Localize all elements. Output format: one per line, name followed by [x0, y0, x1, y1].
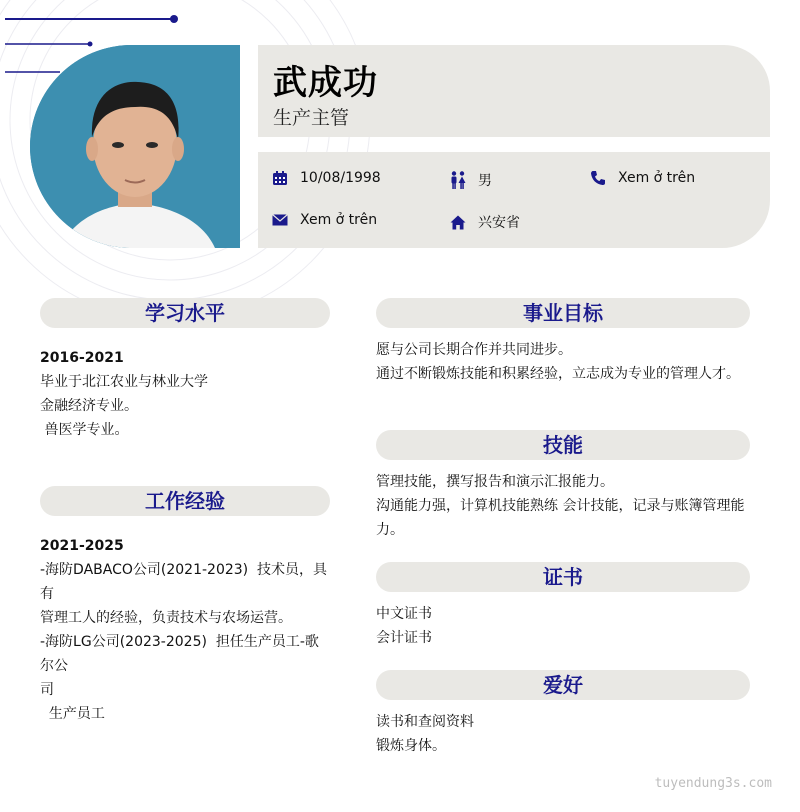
address-field: [450, 212, 520, 232]
education-section: [40, 346, 332, 442]
address-value: 兴安省: [478, 215, 520, 231]
people-icon: [450, 171, 466, 189]
text-line: 金融经济专业。: [40, 398, 138, 414]
section-title-objective: 事业目标: [376, 298, 750, 328]
text-line: 锻炼身体。: [376, 738, 446, 754]
job-title: 生产主管: [273, 107, 350, 129]
phone-icon: [590, 170, 606, 186]
section-title-experience: 工作经验: [40, 486, 330, 516]
certificates-lines: [376, 602, 756, 650]
gender-field: [450, 170, 492, 190]
phone-value: Xem ở trên: [618, 170, 696, 186]
certificates-section: [376, 602, 756, 650]
email-field: [272, 212, 377, 228]
experience-section: [40, 534, 332, 726]
gender-value: 男: [478, 173, 492, 189]
phone-field: [590, 170, 695, 186]
text-line: 沟通能力强，计算机技能熟练 会计技能，记录与账簿管理能: [376, 498, 745, 514]
section-title-hobbies: 爱好: [376, 670, 750, 700]
email-value: Xem ở trên: [300, 212, 378, 228]
text-line: 兽医学专业。: [40, 422, 129, 438]
name-card: [258, 45, 770, 137]
text-line: 管理工人的经验，负责技术与农场运营。: [40, 610, 292, 626]
experience-period: 2021-2025: [40, 538, 124, 554]
contact-card: [258, 152, 770, 248]
text-line: -海防DABACO公司(2021-2023) 技术员，具有: [40, 562, 328, 602]
text-line: 愿与公司长期合作并共同进步。: [376, 342, 572, 358]
section-title-certificates: 证书: [376, 562, 750, 592]
text-line: 司: [40, 682, 54, 698]
section-title-skills: 技能: [376, 430, 750, 460]
birthday-field: [272, 170, 381, 186]
objective-section: [376, 338, 756, 386]
text-line: 管理技能，撰写报告和演示汇报能力。: [376, 474, 614, 490]
birthday-value: 10/08/1998: [300, 170, 381, 186]
text-line: 中文证书: [376, 606, 432, 622]
calendar-icon: [272, 170, 288, 186]
text-line: 毕业于北江农业与林业大学: [40, 374, 208, 390]
experience-lines: [40, 558, 332, 726]
section-title-education: 学习水平: [40, 298, 330, 328]
text-line: 通过不断锻炼技能和积累经验，立志成为专业的管理人才。: [376, 366, 740, 382]
watermark: tuyendung3s.com: [654, 776, 772, 791]
education-period: 2016-2021: [40, 350, 124, 366]
skills-section: [376, 470, 756, 542]
text-line: 会计证书: [376, 630, 432, 646]
profile-photo: [30, 45, 240, 248]
objective-lines: [376, 338, 756, 386]
education-lines: [40, 370, 332, 442]
skills-lines: [376, 470, 756, 542]
mail-icon: [272, 214, 288, 226]
hobbies-lines: [376, 710, 756, 758]
text-line: 读书和查阅资料: [376, 714, 474, 730]
candidate-name: 武成功: [273, 63, 378, 103]
home-icon: [450, 215, 466, 230]
text-line: 力。: [376, 522, 404, 538]
text-line: 生产员工: [40, 706, 105, 722]
hobbies-section: [376, 710, 756, 758]
text-line: -海防LG公司(2023-2025) 担任生产员工-歌尔公: [40, 634, 319, 674]
